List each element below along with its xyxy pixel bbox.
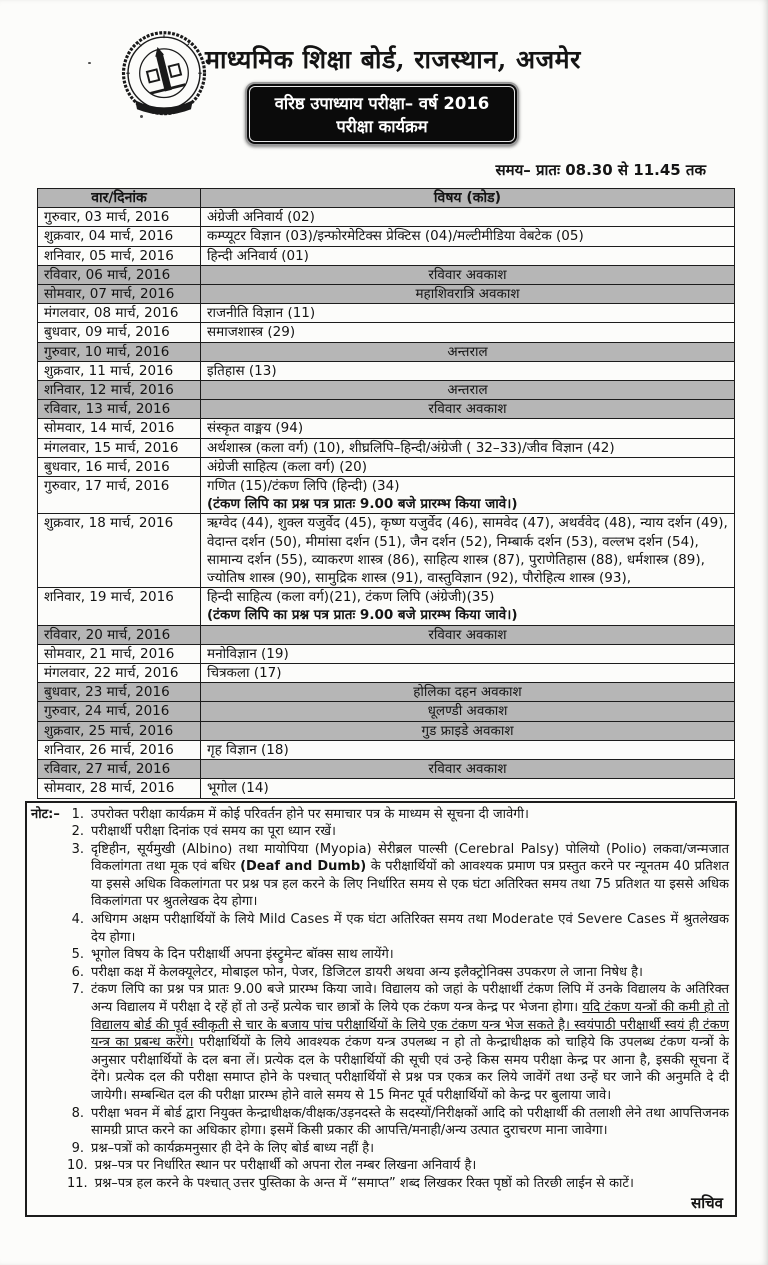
note-number: 2. [71,824,84,840]
note-item [31,806,729,824]
date-cell: गुरुवार, 03 मार्च, 2016 [38,208,201,227]
exam-row [38,779,735,798]
holiday-row [38,760,735,779]
holiday-row [38,721,735,740]
note-number: 5. [71,947,84,963]
subject-cell: मनोविज्ञान (19) [201,644,735,663]
subject-cell: अन्तराल [201,342,735,361]
date-cell: सोमवार, 28 मार्च, 2016 [38,779,201,798]
date-cell: रविवार, 06 मार्च, 2016 [38,265,201,284]
subject-cell: गुड फ्राइडे अवकाश [201,721,735,740]
subject-cell: अर्थशास्त्र (कला वर्ग) (10), शीघ्रलिपि–हिन्दी/अंग्रेजी ( 32–33)/जीव विज्ञान (42) [201,438,735,457]
date-cell: मंगलवार, 08 मार्च, 2016 [38,304,201,323]
note-item [31,1105,729,1140]
subject-cell: गृह विज्ञान (18) [201,740,735,759]
subject-timing-note: (टंकण लिपि का प्रश्न पत्र प्रातः 9.00 बजे प्रारम्भ किया जावे।) [207,607,518,624]
note-text: परीक्षा कक्ष में केलक्यूलेटर, मोबाइल फोन, पेजर, डिजिटल डायरी अथवा अन्य इलैक्ट्रोनिक्स उपकरण ले जाना निषेध है। [91,964,643,980]
subject-cell: संस्कृत वाङ्मय (94) [201,419,735,438]
note-number: 8. [71,1105,84,1121]
subject-cell: रविवार अवकाश [201,400,735,419]
exam-row [38,419,735,438]
note-text: दृष्टिहीन, सूर्यमुखी (Albino) तथा मायोपिया (Myopia) सेरीब्रल पाल्सी (Cerebral Palsy) पोलियो (Polio) लकवा/जन्मजात विकलांगता तथा मूक एवं बधिर (Deaf and Dumb) के परीक्षार्थियों को आवश्यक प्रमाण पत्र प्रस्तुत करने पर न्यूनतम 40 प्रतिशत या इससे अधिक विकलांगता पर प्रश्न पत्र हल करने के लिए निर्धारित समय से एक घंटा अतिरिक्त समय तथा 75 प्रतिशत या इससे अधिक विकलांगता पर श्रुतलेखक देय होगा। [91,841,729,910]
subject-timing-note: (टंकण लिपि का प्रश्न पत्र प्रातः 9.00 बजे प्रारम्भ किया जावे।) [207,496,518,513]
date-cell: शनिवार, 26 मार्च, 2016 [38,740,201,759]
exam-row [38,227,735,246]
note-item [31,1140,729,1158]
schedule-table-body [38,208,735,798]
note-item [31,981,729,1104]
exam-row [38,644,735,663]
note-number: 7. [71,982,84,998]
exam-row [38,304,735,323]
note-item [31,911,729,946]
date-cell: गुरुवार, 24 मार्च, 2016 [38,702,201,721]
board-seal-icon [118,30,210,120]
date-cell: बुधवार, 23 मार्च, 2016 [38,683,201,702]
note-item [31,1157,729,1175]
note-text: परीक्षार्थी परीक्षा दिनांक एवं समय का पूरा ध्यान रखें। [91,824,336,840]
exam-time-note: समय– प्रातः 08.30 से 11.45 तक [495,161,706,179]
holiday-row [38,265,735,284]
exam-row [38,664,735,683]
date-cell: शुक्रवार, 11 मार्च, 2016 [38,361,201,380]
holiday-row [38,400,735,419]
date-cell: शनिवार, 19 मार्च, 2016 [38,588,201,625]
date-cell: शनिवार, 12 मार्च, 2016 [38,381,201,400]
date-cell: रविवार, 13 मार्च, 2016 [38,400,201,419]
date-cell: गुरुवार, 17 मार्च, 2016 [38,477,201,514]
subject-cell: रविवार अवकाश [201,760,735,779]
note-text: प्रश्न–पत्र पर निर्धारित स्थान पर परीक्षार्थी को अपना रोल नम्बर लिखना अनिवार्य है। [94,1158,477,1174]
date-cell: सोमवार, 21 मार्च, 2016 [38,644,201,663]
subject-cell: चित्रकला (17) [201,664,735,683]
exam-row [38,361,735,380]
subject-cell: समाजशास्त्र (29) [201,323,735,342]
exam-banner-line1: वरिष्ठ उपाध्याय परीक्षा– वर्ष 2016 [274,94,490,113]
note-text: परीक्षा भवन में बोर्ड द्वारा नियुक्त केन्द्राधीक्षक/वीक्षक/उड़नदस्ते के सदस्यों/निरीक्षकों आदि को परीक्षार्थी की तलाशी लेने तथा आपत्तिजनक सामग्री प्राप्त करने का अधिकार होगा। इसमें किसी प्रकार की आपत्ति/मनाही/अन्य उत्पात दुराचरण माना जावेगा। [91,1105,729,1139]
subject-cell: हिन्दी साहित्य (कला वर्ग)(21), टंकण लिपि (अंग्रेजी)(35) (टंकण लिपि का प्रश्न पत्र प्रातः 9.00 बजे प्रारम्भ किया जावे।) [201,588,735,625]
subject-cell: इतिहास (13) [201,361,735,380]
holiday-row [38,683,735,702]
subject-cell: राजनीति विज्ञान (11) [201,304,735,323]
date-cell: सोमवार, 14 मार्च, 2016 [38,419,201,438]
note-text: प्रश्न–पत्र हल करने के पश्चात् उत्तर पुस्तिका के अन्त में “समाप्त” शब्द लिखकर रिक्त पृष्ठों को तिरछी लाईन से काटें। [94,1175,634,1191]
subject-cell: होलिका दहन अवकाश [201,683,735,702]
note-text: उपरोक्त परीक्षा कार्यक्रम में कोई परिवर्तन होने पर समाचार पत्र के माध्यम से सूचना दी जावेगी। [91,806,529,822]
scan-speck [88,62,91,64]
date-cell: शनिवार, 05 मार्च, 2016 [38,246,201,265]
note-number: 1. [71,806,84,822]
note-item [31,1175,729,1193]
exam-banner [245,82,519,146]
date-cell: बुधवार, 16 मार्च, 2016 [38,457,201,476]
subject-cell: धूलण्डी अवकाश [201,702,735,721]
date-cell: मंगलवार, 22 मार्च, 2016 [38,664,201,683]
note-text: टंकण लिपि का प्रश्न पत्र प्रातः 9.00 बजे प्रारम्भ किया जावे। विद्यालय को जहां के परीक्षार्थी टंकण लिपि में उनके विद्यालय के अतिरिक्त अन्य विद्यालय में परीक्षा दे रहें हों तो उन्हें प्रत्येक चार छात्रों के लिये एक टंकण यन्त्र केन्द्र पर भेजना होगा। यदि टंकण यन्त्रों की कमी हो तो विद्यालय बोर्ड की पूर्व स्वीकृती से चार के बजाय पांच परीक्षार्थियों के लिये एक टंकण यन्त्र भेज सकते है। स्वयंपाठी परीक्षार्थी स्वयं ही टंकण यन्त्र का प्रबन्ध करेंगे। परीक्षार्थियों के लिये आवश्यक टंकण यन्त्र उपलब्ध न हो तो केन्द्राधीक्षक को चाहिये कि उपलब्ध टंकण यन्त्रों के अनुसार परीक्षार्थियों के दल बना लें। प्रत्येक दल के परीक्षार्थियों की सूची एवं उन्हे किस समय परीक्षा केन्द्र पर आना है, इसकी सूचना दें देंगे। प्रत्येक दल की परीक्षा समाप्त होने के पश्चात् परीक्षार्थियों से प्रश्न पत्र एकत्र कर लिये जावेंगें तथा उन्हें घर जाने की अनुमति दे दी जायेगी। सम्बन्धित दल की परीक्षा प्रारम्भ होने वाले समय से 15 मिनट पूर्व परीक्षार्थियों को केन्द्र पर बुलाया जावे। [91,982,730,1103]
holiday-row [38,702,735,721]
subject-cell: गणित (15)/टंकण लिपि (हिन्दी) (34) (टंकण लिपि का प्रश्न पत्र प्रातः 9.00 बजे प्रारम्भ किया जावे।) [201,477,735,514]
holiday-row [38,625,735,644]
date-cell: रविवार, 27 मार्च, 2016 [38,760,201,779]
column-header-subject-code: विषय (कोड) [201,189,735,208]
subject-cell: ऋग्वेद (44), शुक्ल यजुर्वेद (45), कृष्ण यजुर्वेद (46), सामवेद (47), अथर्ववेद (48), न्याय दर्शन (49), वेदान्त दर्शन (50), मीमांसा दर्शन (51), जैन दर्शन (52), निम्बार्क दर्शन (53), वल्लभ दर्शन (54), सामान्य दर्शन (55), व्याकरण शास्त्र (86), साहित्य शास्त्र (87), पुराणेतिहास (88), धर्मशास्त्र (89), ज्योतिष शास्त्र (90), सामुद्रिक शास्त्र (91), वास्तुविज्ञान (92), पौरोहित्य शास्त्र (93), [201,514,735,588]
note-item [31,946,729,964]
subject-cell: हिन्दी अनिवार्य (01) [201,246,735,265]
note-text: प्रश्न–पत्रों को कार्यक्रमनुसार ही देने के लिए बोर्ड बाध्य नहीं है। [91,1140,375,1156]
date-cell: मंगलवार, 15 मार्च, 2016 [38,438,201,457]
note-item [31,964,729,982]
date-cell: गुरुवार, 10 मार्च, 2016 [38,342,201,361]
subject-cell: कम्प्यूटर विज्ञान (03)/इन्फोरमेटिक्स प्रेक्टिस (04)/मल्टीमीडिया वेबटेक (05) [201,227,735,246]
exam-banner-line2: परीक्षा कार्यक्रम [336,117,428,136]
note-number: 4. [71,912,84,928]
exam-row [38,514,735,588]
exam-row [38,740,735,759]
date-cell: शुक्रवार, 25 मार्च, 2016 [38,721,201,740]
notes-list [31,806,729,1193]
note-text: अधिगम अक्षम परीक्षार्थियों के लिये Mild Cases में एक घंटा अतिरिक्त समय तथा Moderate एवं Severe Cases में श्रुतलेखक देय होगा। [91,912,729,945]
exam-row [38,246,735,265]
secretary-signature: सचिव [691,1193,723,1212]
exam-row [38,477,735,514]
column-header-day-date: वार/दिनांक [38,189,201,208]
holiday-row [38,381,735,400]
subject-cell: भूगोल (14) [201,779,735,798]
subject-cell: रविवार अवकाश [201,265,735,284]
table-header-row [38,189,735,208]
exam-row [38,208,735,227]
holiday-row [38,285,735,304]
subject-cell: महाशिवरात्रि अवकाश [201,285,735,304]
subject-cell: अन्तराल [201,381,735,400]
note-item [31,841,729,911]
note-number: 6. [71,964,84,980]
holiday-row [38,342,735,361]
subject-cell: अंग्रेजी साहित्य (कला वर्ग) (20) [201,457,735,476]
date-cell: रविवार, 20 मार्च, 2016 [38,625,201,644]
schedule-table [37,188,735,799]
date-cell: बुधवार, 09 मार्च, 2016 [38,323,201,342]
exam-row [38,457,735,476]
date-cell: शुक्रवार, 18 मार्च, 2016 [38,514,201,588]
note-text: भूगोल विषय के दिन परीक्षार्थी अपना इंस्ट्रुमेन्ट बॉक्स साथ लायेंगे। [91,947,394,963]
scan-speck [140,115,143,118]
note-number: 10. [67,1158,88,1174]
note-item [31,823,729,841]
exam-row [38,438,735,457]
date-cell: सोमवार, 07 मार्च, 2016 [38,285,201,304]
exam-row [38,588,735,625]
subject-cell: रविवार अवकाश [201,625,735,644]
date-cell: शुक्रवार, 04 मार्च, 2016 [38,227,201,246]
note-number: 9. [71,1140,84,1156]
content-area [25,188,737,1217]
notes-label: नोट:– [31,806,60,822]
org-title: माध्यमिक शिक्षा बोर्ड, राजस्थान, अजमेर [205,45,581,74]
note-number: 3. [71,841,84,857]
notes-box [25,801,737,1218]
exam-row [38,323,735,342]
subject-cell: अंग्रेजी अनिवार्य (02) [201,208,735,227]
note-number: 11. [67,1175,88,1191]
